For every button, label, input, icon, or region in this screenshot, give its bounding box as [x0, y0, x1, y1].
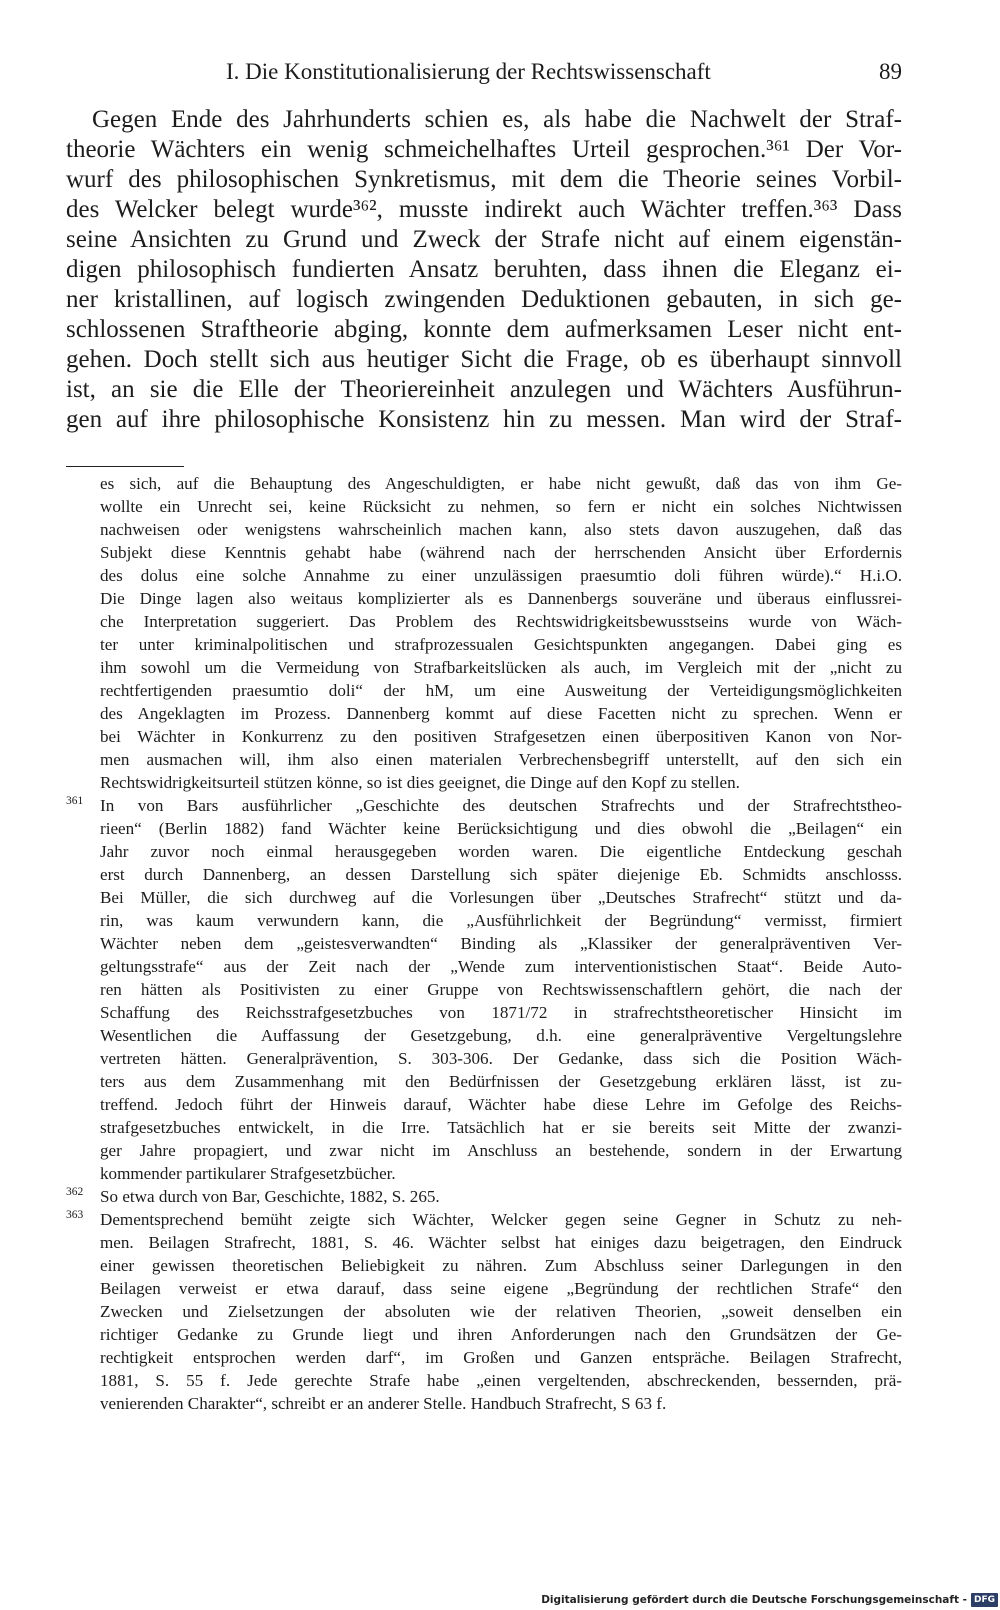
footnote-line: rin, was kaum verwundern kann, die „Ausführlichkeit der Begründung“ vermisst, firmiert [100, 911, 902, 930]
dfg-logo: DFG [971, 1593, 998, 1607]
body-line: des Welcker belegt wurde³⁶², musste indirekt auch Wächter treffen.³⁶³ Dass [66, 196, 902, 223]
footnote-line: strafgesetzbuches entwickelt, in die Irre. Tatsächlich hat er sie bereits seit Mitte der zwanzi- [100, 1118, 902, 1137]
body-line: gen auf ihre philosophische Konsistenz hin zu messen. Man wird der Straf- [66, 406, 902, 433]
footnote-line: Wesentlichen die Auffassung der Gesetzgebung, d.h. eine generalpräventive Vergeltungslehre [100, 1026, 902, 1045]
footnote-line: rechtigkeit entsprochen werden darf“, im Großen und Ganzen entspräche. Beilagen Strafrecht, [100, 1348, 902, 1367]
footnote-line: geltungsstrafe“ aus der Zeit nach der „Wende zum interventionistischen Staat“. Beide Auto- [100, 957, 902, 976]
footnote-number: 361 [66, 795, 84, 807]
footnote-text: Dementsprechend bemüht zeigte sich Wächter, Welcker gegen seine Gegner in Schutz zu neh- [100, 1210, 902, 1229]
footnote-line: ter unter kriminalpolitischen und strafprozessualen Gesichtspunkten angegangen. Dabei ging es [100, 635, 902, 654]
footnote-line: ters aus dem Zusammenhang mit den Bedürfnissen der Gesetzgebung erklären lässt, ist zu- [100, 1072, 902, 1091]
main-paragraph [66, 105, 902, 435]
footnote-line [66, 1185, 902, 1208]
body-line: seine Ansichten zu Grund und Zweck der Strafe nicht auf einem eigenstän- [66, 226, 902, 253]
body-line: gehen. Doch stellt sich aus heutiger Sicht die Frage, ob es überhaupt sinnvoll [66, 346, 902, 373]
body-line: Gegen Ende des Jahrhunderts schien es, als habe die Nachwelt der Straf- [92, 106, 902, 133]
footnote-line: Jahr zuvor noch einmal herausgegeben worden waren. Die eigentliche Entdeckung geschah [100, 842, 902, 861]
body-line: ist, an sie die Elle der Theoriereinheit anzulegen und Wächters Ausführun- [66, 376, 902, 403]
footnote-363 [66, 1208, 902, 1415]
footnote-number: 363 [66, 1209, 84, 1221]
footnote-line: Rechtswidrigkeitsurteil stützen könne, so ist dies geeignet, die Dinge auf den Kopf zu stellen. [100, 773, 740, 792]
footnote-line: nachweisen oder wenigstens wahrscheinlich machen kann, also stets davon auszugehen, daß das [100, 520, 902, 539]
footnote-text: So etwa durch von Bar, Geschichte, 1882, S. 265. [100, 1187, 440, 1206]
footnote-361 [66, 794, 902, 1185]
footnote-line: einer gewissen theoretischen Beliebigkeit zu nähren. Zum Abschluss seiner Darlegungen in den [100, 1256, 902, 1275]
footnote-line: Schaffung des Reichsstrafgesetzbuches von 1871/72 in strafrechtstheoretischer Hinsicht im [100, 1003, 902, 1022]
footnote-line: Zwecken und Zielsetzungen der absoluten wie der relativen Theorien, „soweit denselben ein [100, 1302, 902, 1321]
footnote-number: 362 [66, 1186, 84, 1198]
body-line: digen philosophisch fundierten Ansatz beruhten, dass ihnen die Eleganz ei- [66, 256, 902, 283]
digitization-credit [541, 1590, 1000, 1610]
footnote-line [66, 1208, 902, 1231]
footnote-line: treffend. Jedoch führt der Hinweis darauf, Wächter habe diese Lehre im Gefolge des Reichs- [100, 1095, 902, 1114]
footnote-line: richtiger Gedanke zu Grunde liegt und ihren Anforderungen nach den Grundsätzen der Ge- [100, 1325, 902, 1344]
body-line: wurf des philosophischen Synkretismus, mit dem die Theorie seines Vorbil- [66, 166, 902, 193]
footnote-continuation [66, 472, 902, 794]
footnote-line: ger Jahre propagiert, und zwar nicht im Anschluss an bestehende, sondern in der Erwartung [100, 1141, 902, 1160]
running-header [66, 52, 902, 92]
footnote-362 [66, 1185, 902, 1208]
footnotes-section [66, 472, 902, 1415]
footnote-line: men ausmachen will, ihm also einen materialen Verbrechensbegriff unterstellt, auf den sich ein [100, 750, 902, 769]
footnote-line: des dolus eine solche Annahme zu einer unzulässigen praesumtio doli führen würde).“ H.i.O. [100, 566, 902, 585]
footnote-line: des Angeklagten im Prozess. Dannenberg kommt auf diese Facetten nicht zu sprechen. Wenn er [100, 704, 902, 723]
footnote-line: Bei Müller, die sich durchweg auf die Vorlesungen über „Deutsches Strafrecht“ stützt und da- [100, 888, 902, 907]
footnote-line: erst durch Dannenberg, an dessen Darstellung sich später diejenige Eb. Schmidts anschlosss. [100, 865, 902, 884]
footnote-line: wollte ein Unrecht sei, keine Rücksicht zu nehmen, so fern er nicht ein solches Nichtwissen [100, 497, 902, 516]
footnote-line: es sich, auf die Behauptung des Angeschuldigten, er habe nicht gewußt, daß das von ihm Ge- [100, 474, 902, 493]
footnote-text: In von Bars ausführlicher „Geschichte des deutschen Strafrechts und der Strafrechtstheo- [100, 796, 902, 815]
footnote-line: Beilagen verweist er etwa darauf, dass seine eigene „Begründung der rechtlichen Strafe“ den [100, 1279, 902, 1298]
footnote-line: rieen“ (Berlin 1882) fand Wächter keine Berücksichtigung und dies obwohl die „Beilagen“ ein [100, 819, 902, 838]
body-line: theorie Wächters ein wenig schmeichelhaftes Urteil gesprochen.³⁶¹ Der Vor- [66, 136, 902, 163]
footnote-line: che Interpretation suggeriert. Das Problem des Rechtswidrigkeitsbewusstseins wurde von Wäch- [100, 612, 902, 631]
footnote-line: kommender partikularer Strafgesetzbücher. [100, 1164, 396, 1183]
body-line: ner kristallinen, auf logisch zwingenden Deduktionen gebauten, in sich ge- [66, 286, 902, 313]
body-line: schlossenen Straftheorie abging, konnte dem aufmerksamen Leser nicht ent- [66, 316, 902, 343]
footnote-line [66, 794, 902, 817]
footnote-line: bei Wächter in Konkurrenz zu den positiven Strafgesetzen einen überpositiven Kanon von Nor- [100, 727, 902, 746]
footnote-line: ren hätten als Positivisten zu einer Gruppe von Rechtswissenschaftlern gehört, die nach der [100, 980, 902, 999]
footnote-line: men. Beilagen Strafrecht, 1881, S. 46. Wächter selbst hat einiges dazu beigetragen, den Eindruck [100, 1233, 902, 1252]
footnote-line: 1881, S. 55 f. Jede gerechte Strafe habe „einen vergeltenden, abschreckenden, bessernden, prä- [100, 1371, 902, 1390]
footnote-line: rechtfertigenden praesumtio doli“ der hM, um eine Ausweitung der Verteidigungsmöglichkeiten [100, 681, 902, 700]
footnote-line: Subjekt diese Kenntnis gehabt habe (während nach der herrschenden Ansicht über Erfordernis [100, 543, 902, 562]
footnote-line: Die Dinge lagen also weitaus komplizierter als es Dannenbergs souveräne und überaus einflussrei- [100, 589, 902, 608]
credit-text: Digitalisierung gefördert durch die Deutsche Forschungsgemeinschaft - [541, 1594, 967, 1606]
footnote-separator [66, 466, 184, 467]
page-number: 89 [879, 59, 902, 84]
footnote-line: venierenden Charakter“, schreibt er an anderer Stelle. Handbuch Strafrecht, S 63 f. [100, 1394, 667, 1413]
footnote-line: Wächter neben dem „geistesverwandten“ Binding als „Klassiker der generalpräventiven Ver- [100, 934, 902, 953]
footnote-line: ihm sowohl um die Vermeidung von Strafbarkeitslücken als auch, im Vergleich mit der „nicht zu [100, 658, 902, 677]
chapter-title: I. Die Konstitutionalisierung der Rechtswissenschaft [226, 59, 711, 84]
footnote-line: vertreten hätten. Generalprävention, S. 303-306. Der Gedanke, dass sich die Position Wäch- [100, 1049, 902, 1068]
